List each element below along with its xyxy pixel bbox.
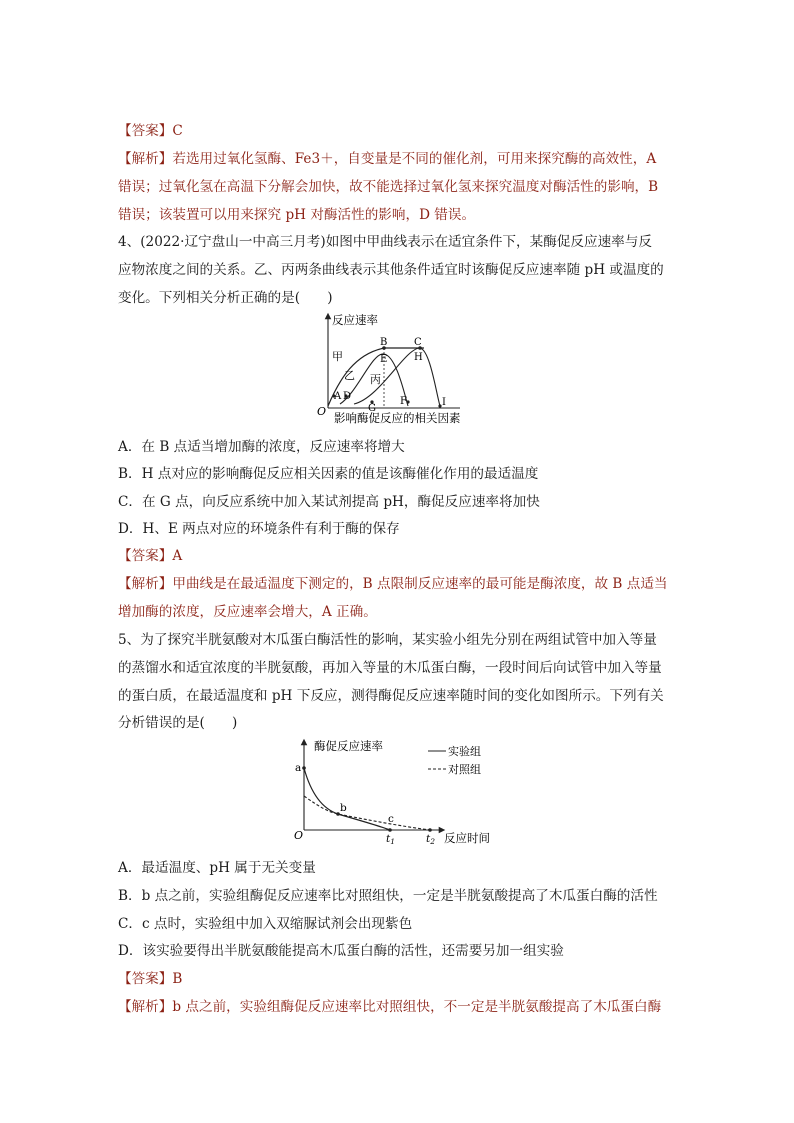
q4-answer-value: A (172, 548, 183, 564)
q4-point-a: A (334, 391, 342, 402)
q5-point-t2-dot (428, 828, 432, 832)
q5-analysis-label: 【解析】 (118, 999, 173, 1015)
q4-analysis-line-2: 增加酶的浓度，反应速率会增大，A 正确。 (118, 604, 377, 620)
q5-point-a: a (295, 762, 302, 774)
q5-analysis-line-1 (118, 998, 661, 1016)
q4-point-i: I (442, 397, 446, 408)
q5-stem-line-1: 5、为了探究半胱氨酸对木瓜蛋白酶活性的影响，某实验小组先分别在两组试管中加入等量 (118, 632, 657, 648)
q3-analysis-line-2: 错误；过氧化氢在高温下分解会加快，故不能选择过氧化氢来探究温度对酶活性的影响，B (118, 179, 659, 195)
q5-legend-ctrl: 对照组 (448, 763, 481, 776)
q5-origin: O (294, 829, 304, 842)
q4-label-bing: 丙 (370, 373, 381, 386)
q5-tick-t1 (386, 833, 395, 846)
q4-point-b: B (380, 337, 388, 348)
q5-tick-t2-main: t (426, 833, 431, 845)
q5-answer-value: B (172, 971, 183, 987)
q4-figure (310, 312, 490, 430)
q4-option-d: D．H、E 两点对应的环境条件有利于酶的保存 (118, 521, 400, 537)
q3-analysis-line-3: 错误；该装置可以用来探究 pH 对酶活性的影响，D 错误。 (118, 207, 476, 223)
q5-point-c: c (388, 813, 394, 825)
q4-point-h: H (414, 352, 423, 363)
q5-y-label: 酶促反应速率 (314, 739, 383, 753)
q5-tick-t2-sub: 2 (430, 837, 436, 846)
q4-y-label: 反应速率 (332, 313, 378, 327)
q5-tick-t1-main: t (386, 833, 391, 845)
q5-figure (280, 738, 520, 850)
q3-analysis-text-1: 若选用过氧化氢酶、Fe3＋，自变量是不同的催化剂，可用来探究酶的高效性，A (172, 151, 657, 167)
q3-answer-value: C (172, 123, 183, 139)
q4-point-e: E (380, 354, 388, 365)
q4-analysis-label: 【解析】 (118, 576, 173, 592)
q5-analysis-text-1: b 点之前，实验组酶促反应速率比对照组快，不一定是半胱氨酸提高了木瓜蛋白酶 (172, 999, 662, 1015)
q4-analysis-line-1 (118, 575, 668, 593)
q5-point-t1-dot (388, 828, 392, 832)
q3-analysis-label: 【解析】 (118, 151, 173, 167)
q4-stem-line-2: 应物浓度之间的关系。乙、丙两条曲线表示其他条件适宜时该酶促反应速率随 pH 或温度的 (118, 262, 664, 278)
q4-point-d: D (343, 391, 352, 402)
q5-point-b: b (340, 802, 347, 814)
q4-option-c: C．在 G 点，向反应系统中加入某试剂提高 pH，酶促反应速率将加快 (118, 494, 540, 510)
q4-answer (118, 547, 182, 565)
q4-point-g: G (368, 403, 376, 414)
q5-legend-exp: 实验组 (448, 745, 481, 758)
q3-answer (118, 122, 183, 140)
q4-stem-line-1: 4、(2022·辽宁盘山一中高三月考)如图中甲曲线表示在适宜条件下，某酶促反应速率与反 (118, 234, 652, 250)
q4-x-label: 影响酶促反应的相关因素 (334, 411, 461, 425)
q5-point-a-dot (302, 766, 306, 770)
q4-option-b: B．H 点对应的影响酶促反应相关因素的值是该酶催化作用的最适温度 (118, 466, 539, 482)
q5-option-c: C．c 点时，实验组中加入双缩脲试剂会出现紫色 (118, 916, 413, 932)
q4-option-a: A．在 B 点适当增加酶的浓度，反应速率将增大 (118, 439, 405, 455)
q5-curve-exp (304, 768, 390, 830)
q4-label-jia: 甲 (332, 350, 343, 363)
q4-curve-bing (354, 348, 440, 406)
q3-answer-label: 【答案】 (118, 123, 173, 139)
q4-stem-line-3: 变化。下列相关分析正确的是( ) (118, 290, 333, 306)
q5-tick-t1-sub: 1 (390, 837, 396, 846)
q4-analysis-text-1: 甲曲线是在最适温度下测定的，B 点限制反应速率的最可能是酶浓度，故 B 点适当 (172, 576, 668, 592)
q5-answer-label: 【答案】 (118, 971, 173, 987)
q4-answer-label: 【答案】 (118, 548, 173, 564)
q5-option-a: A．最适温度、pH 属于无关变量 (118, 860, 316, 876)
q5-stem-line-3: 的蛋白质，在最适温度和 pH 下反应，测得酶促反应速率随时间的变化如图所示。下列有关 (118, 688, 664, 704)
q4-point-c: C (414, 337, 422, 348)
q5-answer (118, 970, 182, 988)
q4-origin: O (317, 405, 327, 418)
q5-x-label: 反应时间 (444, 831, 490, 845)
q3-analysis-line-1 (118, 150, 656, 168)
q5-stem-line-2: 的蒸馏水和适宜浓度的半胱氨酸，再加入等量的木瓜蛋白酶，一段时间后向试管中加入等量 (118, 660, 662, 676)
q5-tick-t2 (426, 833, 435, 846)
q5-option-d: D．该实验要得出半胱氨酸能提高木瓜蛋白酶的活性，还需要另加一组实验 (118, 943, 564, 959)
q5-stem-line-4: 分析错误的是( ) (118, 715, 238, 731)
q4-point-f: F (400, 396, 407, 407)
q4-label-yi: 乙 (344, 369, 355, 382)
q5-option-b: B．b 点之前，实验组酶促反应速率比对照组快，一定是半胱氨酸提高了木瓜蛋白酶的活性 (118, 888, 658, 904)
q5-curve-ctrl (304, 796, 430, 830)
